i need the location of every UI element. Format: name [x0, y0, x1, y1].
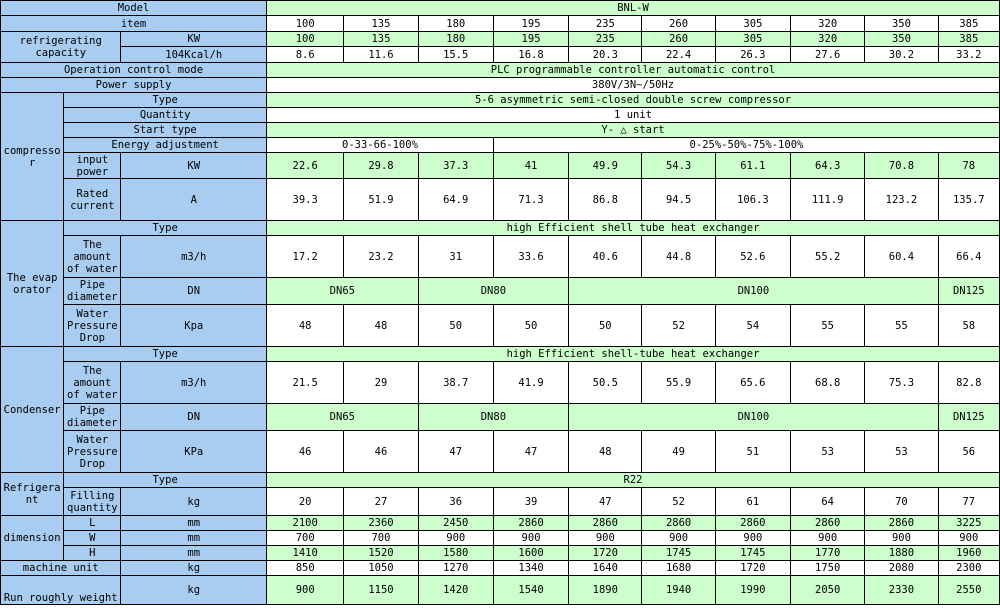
value-cell: 1890 [569, 576, 642, 605]
value-cell: 1050 [344, 561, 418, 576]
value-cell: 1340 [493, 561, 568, 576]
unit-cell: 104Kcal/h [121, 47, 267, 63]
value-cell: 11.6 [344, 47, 418, 63]
value-cell: 27.6 [791, 47, 865, 63]
value-cell: 1520 [344, 546, 418, 561]
unit-cell: mm [121, 546, 267, 561]
condenser-pipe-row [1, 404, 1000, 431]
unit-cell: DN [121, 404, 267, 431]
value-cell: 48 [344, 305, 418, 347]
value-cell: 900 [938, 531, 999, 546]
value-cell: 2080 [865, 561, 938, 576]
value-cell: 33.2 [938, 47, 999, 63]
power-label: Power supply [1, 78, 267, 93]
value-cell: 55.9 [642, 362, 715, 404]
type-label: Type [64, 347, 267, 362]
value-cell: 1720 [715, 561, 790, 576]
value-cell: 78 [938, 153, 999, 179]
value-cell: 64 [791, 488, 865, 516]
value-cell: 75.3 [865, 362, 938, 404]
value-cell: 47 [569, 488, 642, 516]
value-cell: 1745 [642, 546, 715, 561]
model-cell: 195 [493, 16, 568, 32]
pipe-value: DN100 [569, 278, 938, 305]
value-cell: 2100 [267, 516, 344, 531]
value-cell: 44.8 [642, 236, 715, 278]
energy-range-a: 0-33-66-100% [267, 138, 494, 153]
value-cell: 2360 [344, 516, 418, 531]
value-cell: 53 [791, 431, 865, 473]
value-cell: 850 [267, 561, 344, 576]
value-cell: 1150 [344, 576, 418, 605]
unit-cell: A [121, 179, 267, 221]
value-cell: 61.1 [715, 153, 790, 179]
unit-cell: mm [121, 516, 267, 531]
value-cell: 58 [938, 305, 999, 347]
refrigerant-filling-row [1, 488, 1000, 516]
pipe-value: DN125 [938, 278, 999, 305]
value-cell: 60.4 [865, 236, 938, 278]
machine-unit-label: machine unit [1, 561, 121, 576]
value-cell: 48 [569, 431, 642, 473]
unit-cell: KPa [121, 431, 267, 473]
value-cell: 2550 [938, 576, 999, 605]
value-cell: 8.6 [267, 47, 344, 63]
model-cell: 135 [344, 16, 418, 32]
unit-cell: m3/h [121, 362, 267, 404]
value-cell: 900 [418, 531, 493, 546]
value-cell: 66.4 [938, 236, 999, 278]
value-cell: 1540 [493, 576, 568, 605]
value-cell: 68.8 [791, 362, 865, 404]
value-cell: 2860 [493, 516, 568, 531]
dim-label: W [64, 531, 121, 546]
model-cell: 350 [865, 16, 938, 32]
unit-cell: kg [121, 576, 267, 605]
value-cell: 1770 [791, 546, 865, 561]
value-cell: 106.3 [715, 179, 790, 221]
value-cell: 111.9 [791, 179, 865, 221]
value-cell: 1880 [865, 546, 938, 561]
model-cell: 180 [418, 16, 493, 32]
value-cell: 41.9 [493, 362, 568, 404]
model-label: Model [1, 1, 267, 16]
compressor-current-row [1, 179, 1000, 221]
value-cell: 30.2 [865, 47, 938, 63]
value-cell: 350 [865, 32, 938, 47]
value-cell: 260 [642, 32, 715, 47]
dimension-w-row [1, 531, 1000, 546]
value-cell: 40.6 [569, 236, 642, 278]
value-cell: 2300 [938, 561, 999, 576]
value-cell: 900 [791, 531, 865, 546]
operation-value: PLC programmable controller automatic control [267, 63, 1000, 78]
value-cell: 52.6 [715, 236, 790, 278]
compressor-input-row [1, 153, 1000, 179]
unit-cell: mm [121, 531, 267, 546]
value-cell: 86.8 [569, 179, 642, 221]
value-cell: 53 [865, 431, 938, 473]
unit-cell: KW [121, 32, 267, 47]
value-cell: 26.3 [715, 47, 790, 63]
dimension-h-row [1, 546, 1000, 561]
value-cell: 900 [642, 531, 715, 546]
value-cell: 71.3 [493, 179, 568, 221]
condenser-pressure-row [1, 431, 1000, 473]
type-label: Type [64, 93, 267, 108]
value-cell: 1420 [418, 576, 493, 605]
value-cell: 2860 [569, 516, 642, 531]
series-name: BNL-W [267, 1, 1000, 16]
refrigerant-type: R22 [267, 473, 1000, 488]
value-cell: 50.5 [569, 362, 642, 404]
value-cell: 1680 [642, 561, 715, 576]
quantity-value: 1 unit [267, 108, 1000, 123]
value-cell: 2860 [715, 516, 790, 531]
value-cell: 37.3 [418, 153, 493, 179]
operation-row [1, 63, 1000, 78]
value-cell: 27 [344, 488, 418, 516]
unit-cell: KW [121, 153, 267, 179]
value-cell: 50 [493, 305, 568, 347]
value-cell: 41 [493, 153, 568, 179]
value-cell: 21.5 [267, 362, 344, 404]
value-cell: 70 [865, 488, 938, 516]
type-label: Type [64, 221, 267, 236]
value-cell: 55 [865, 305, 938, 347]
value-cell: 23.2 [344, 236, 418, 278]
value-cell: 180 [418, 32, 493, 47]
value-cell: 55 [791, 305, 865, 347]
pipe-value: DN80 [418, 278, 569, 305]
pipe-label: Pipe diameter [64, 278, 121, 305]
value-cell: 31 [418, 236, 493, 278]
current-label: Rated current [64, 179, 121, 221]
value-cell: 100 [267, 32, 344, 47]
value-cell: 46 [344, 431, 418, 473]
power-value: 380V/3N~/50Hz [267, 78, 1000, 93]
condenser-type: high Efficient shell-tube heat exchanger [267, 347, 1000, 362]
condenser-water-row [1, 362, 1000, 404]
value-cell: 39 [493, 488, 568, 516]
power-row [1, 78, 1000, 93]
pipe-value: DN125 [938, 404, 999, 431]
value-cell: 29.8 [344, 153, 418, 179]
value-cell: 15.5 [418, 47, 493, 63]
value-cell: 235 [569, 32, 642, 47]
pipe-value: DN65 [267, 278, 419, 305]
value-cell: 33.6 [493, 236, 568, 278]
dim-label: H [64, 546, 121, 561]
refrigerant-type-row [1, 473, 1000, 488]
value-cell: 2860 [642, 516, 715, 531]
header-row-item [1, 16, 1000, 32]
model-cell: 235 [569, 16, 642, 32]
evaporator-type-row [1, 221, 1000, 236]
unit-cell: m3/h [121, 236, 267, 278]
value-cell: 2330 [865, 576, 938, 605]
compressor-label: compresso r [1, 93, 64, 221]
value-cell: 70.8 [865, 153, 938, 179]
value-cell: 16.8 [493, 47, 568, 63]
value-cell: 65.6 [715, 362, 790, 404]
value-cell: 700 [344, 531, 418, 546]
value-cell: 22.4 [642, 47, 715, 63]
value-cell: 900 [715, 531, 790, 546]
evaporator-label: The evap orator [1, 221, 64, 347]
compressor-start-row [1, 123, 1000, 138]
value-cell: 38.7 [418, 362, 493, 404]
energy-label: Energy adjustment [64, 138, 267, 153]
value-cell: 1750 [791, 561, 865, 576]
value-cell: 29 [344, 362, 418, 404]
value-cell: 47 [418, 431, 493, 473]
value-cell: 900 [267, 576, 344, 605]
value-cell: 20.3 [569, 47, 642, 63]
operation-label: Operation control mode [1, 63, 267, 78]
water-label: The amount of water [64, 362, 121, 404]
compressor-type: 5-6 asymmetric semi-closed double screw compressor [267, 93, 1000, 108]
value-cell: 135.7 [938, 179, 999, 221]
value-cell: 52 [642, 488, 715, 516]
value-cell: 54 [715, 305, 790, 347]
unit-cell: DN [121, 278, 267, 305]
start-label: Start type [64, 123, 267, 138]
value-cell: 320 [791, 32, 865, 47]
compressor-type-row [1, 93, 1000, 108]
value-cell: 1270 [418, 561, 493, 576]
condenser-type-row [1, 347, 1000, 362]
pipe-value: DN65 [267, 404, 419, 431]
pipe-label: Pipe diameter [64, 404, 121, 431]
value-cell: 51.9 [344, 179, 418, 221]
value-cell: 46 [267, 431, 344, 473]
condenser-label: Condenser [1, 347, 64, 473]
input-label: input power [64, 153, 121, 179]
water-label: The amount of water [64, 236, 121, 278]
value-cell: 195 [493, 32, 568, 47]
value-cell: 1960 [938, 546, 999, 561]
value-cell: 2860 [791, 516, 865, 531]
value-cell: 61 [715, 488, 790, 516]
filling-label: Filling quantity [64, 488, 121, 516]
value-cell: 3225 [938, 516, 999, 531]
value-cell: 82.8 [938, 362, 999, 404]
evaporator-type: high Efficient shell tube heat exchanger [267, 221, 1000, 236]
value-cell: 49 [642, 431, 715, 473]
run-weight-row [1, 576, 1000, 605]
value-cell: 94.5 [642, 179, 715, 221]
capacity-kw-row [1, 32, 1000, 47]
value-cell: 1580 [418, 546, 493, 561]
compressor-quantity-row [1, 108, 1000, 123]
evaporator-pipe-row [1, 278, 1000, 305]
pipe-value: DN80 [418, 404, 569, 431]
energy-range-b: 0-25%-50%-75%-100% [493, 138, 999, 153]
item-label: item [1, 16, 267, 32]
start-value: Y- △ start [267, 123, 1000, 138]
value-cell: 77 [938, 488, 999, 516]
unit-cell: kg [121, 488, 267, 516]
value-cell: 385 [938, 32, 999, 47]
value-cell: 64.9 [418, 179, 493, 221]
value-cell: 2050 [791, 576, 865, 605]
value-cell: 900 [865, 531, 938, 546]
value-cell: 1410 [267, 546, 344, 561]
value-cell: 39.3 [267, 179, 344, 221]
value-cell: 22.6 [267, 153, 344, 179]
value-cell: 1745 [715, 546, 790, 561]
evaporator-water-row [1, 236, 1000, 278]
model-cell: 260 [642, 16, 715, 32]
type-label: Type [64, 473, 267, 488]
unit-cell: Kpa [121, 305, 267, 347]
machine-unit-row [1, 561, 1000, 576]
quantity-label: Quantity [64, 108, 267, 123]
unit-cell: kg [121, 561, 267, 576]
model-cell: 100 [267, 16, 344, 32]
value-cell: 56 [938, 431, 999, 473]
value-cell: 1600 [493, 546, 568, 561]
value-cell: 1640 [569, 561, 642, 576]
value-cell: 52 [642, 305, 715, 347]
value-cell: 36 [418, 488, 493, 516]
value-cell: 49.9 [569, 153, 642, 179]
value-cell: 47 [493, 431, 568, 473]
value-cell: 900 [569, 531, 642, 546]
value-cell: 48 [267, 305, 344, 347]
header-row-model [1, 1, 1000, 16]
model-cell: 385 [938, 16, 999, 32]
value-cell: 64.3 [791, 153, 865, 179]
capacity-label: refrigerating capacity [1, 32, 121, 63]
value-cell: 55.2 [791, 236, 865, 278]
refrigerant-label: Refrigera nt [1, 473, 64, 516]
run-weight-label: Run roughly weight [1, 576, 121, 605]
value-cell: 50 [569, 305, 642, 347]
value-cell: 1720 [569, 546, 642, 561]
value-cell: 54.3 [642, 153, 715, 179]
pressure-label: Water Pressure Drop [64, 305, 121, 347]
pipe-value: DN100 [569, 404, 938, 431]
value-cell: 2450 [418, 516, 493, 531]
value-cell: 1990 [715, 576, 790, 605]
value-cell: 900 [493, 531, 568, 546]
value-cell: 305 [715, 32, 790, 47]
evaporator-pressure-row [1, 305, 1000, 347]
value-cell: 20 [267, 488, 344, 516]
compressor-energy-row [1, 138, 1000, 153]
value-cell: 51 [715, 431, 790, 473]
capacity-kcal-row [1, 47, 1000, 63]
dimension-label: dimension [1, 516, 64, 561]
value-cell: 123.2 [865, 179, 938, 221]
value-cell: 17.2 [267, 236, 344, 278]
dimension-l-row [1, 516, 1000, 531]
value-cell: 2860 [865, 516, 938, 531]
model-cell: 320 [791, 16, 865, 32]
model-cell: 305 [715, 16, 790, 32]
value-cell: 50 [418, 305, 493, 347]
value-cell: 1940 [642, 576, 715, 605]
dim-label: L [64, 516, 121, 531]
pressure-label: Water Pressure Drop [64, 431, 121, 473]
value-cell: 700 [267, 531, 344, 546]
value-cell: 135 [344, 32, 418, 47]
